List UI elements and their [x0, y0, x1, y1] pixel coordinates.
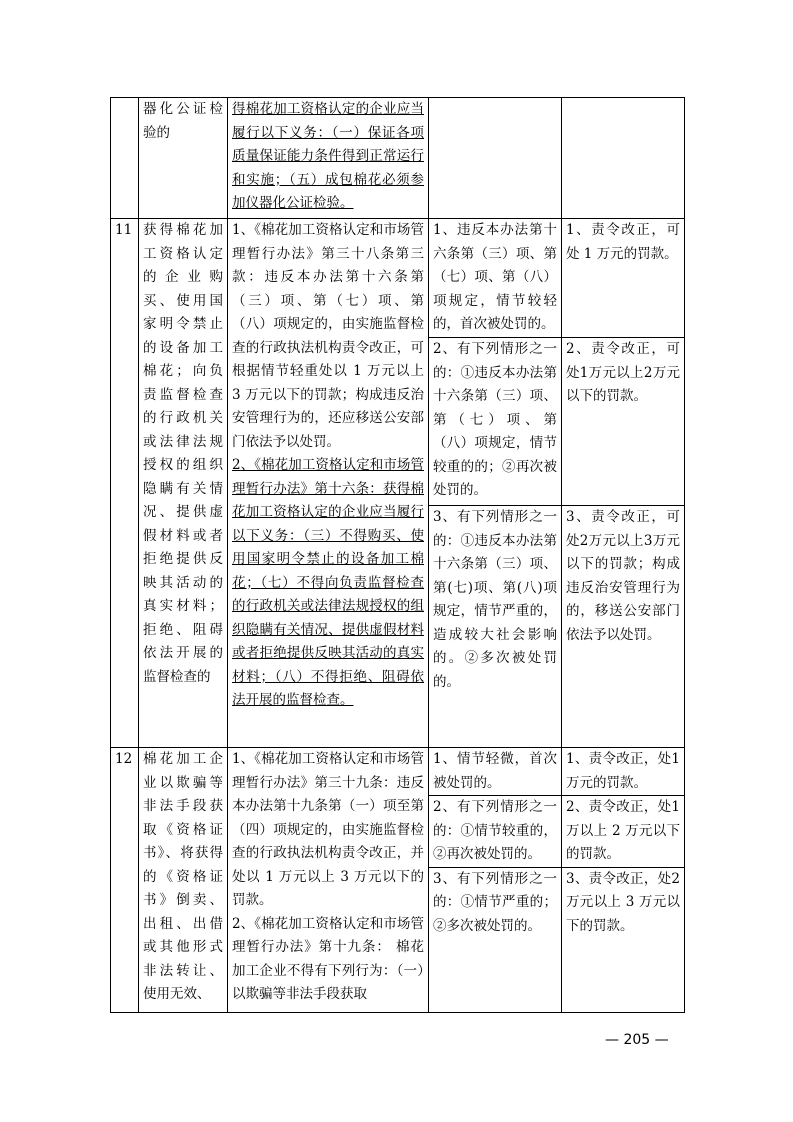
legal-basis-paragraph: 1、《棉花加工资格认定和市场管理暂行办法》第三十八条第三款：违反本办法第十六条第（三）项、第（七）项、第（八）项规定的，由实施监督检查的行政执法机构责令改正，可根据情节轻重处以 1 万元以上 3 万元以下的罚款；构成违反治安管理行为的，还应移送公安部门依法予以处罚。 [232, 222, 424, 450]
legal-basis-paragraph: 得棉花加工资格认定的企业应当履行以下义务：（一）保证各项质量保证能力条件得到正常运行和实施；（五）成包棉花必须参加仪器化公证检验。 [232, 101, 424, 211]
circumstance-cell: 2、有下列情形之一的：①违反本办法第十六条第（三）项、第（七）项、第（八）项规定，情节较重的的；②再次被处罚的。 [429, 338, 562, 506]
table-row [111, 219, 685, 338]
penalty-cell: 1、责令改正，处1万元的罚款。 [562, 748, 685, 796]
table-row [111, 98, 685, 219]
row-number-cell [111, 98, 139, 219]
row-number-cell: 12 [111, 748, 139, 1013]
penalty-cell: 2、责令改正，可处1万元以上2万元以下的罚款。 [562, 338, 685, 506]
violation-behavior-cell: 获得棉花加工资格认定的企业购买、使用国家明令禁止的设备加工棉花；向负责监督检查的行政机关或法律法规授权的组织隐瞒有关情况、提供虚假材料或者拒绝提供反映其活动的真实材料；拒绝、阻碍依法开展的监督检查的 [139, 219, 228, 748]
penalty-cell [562, 98, 685, 219]
violation-behavior-cell: 棉花加工企业以欺骗等非法手段获取《资格证书》、将获得的《资格证书》倒卖、出租、出借或其他形式非法转让、使用无效、 [139, 748, 228, 1013]
table-row [111, 748, 685, 796]
circumstance-cell: 1、情节轻微，首次被处罚的。 [429, 748, 562, 796]
legal-basis-paragraph: 2、《棉花加工资格认定和市场管理暂行办法》第十九条： 棉花加工企业不得有下列行为：（一）以欺骗等非法手段获取 [232, 915, 424, 1002]
circumstance-cell: 3、有下列情形之一的：①情节严重的；②多次被处罚的。 [429, 867, 562, 1012]
legal-basis-cell [228, 748, 429, 1013]
legal-basis-paragraph: 2、《棉花加工资格认定和市场管理暂行办法》第十六条：获得棉花加工资格认定的企业应当履行以下义务：（三）不得购买、使用国家明令禁止的设备加工棉花；（七）不得向负责监督检查的行政机关或法律法规授权的组织隐瞒有关情况、提供虚假材料或者拒绝提供反映其活动的真实材料；（八）不得拒绝、阻碍依法开展的监督检查。 [232, 457, 424, 708]
penalty-cell: 3、责令改正，处2万元以上 3 万元以下的罚款。 [562, 867, 685, 1012]
circumstance-cell: 1、违反本办法第十六条第（三）项、第（七）项、第（八）项规定，情节较轻的，首次被处罚的。 [429, 219, 562, 338]
legal-basis-cell [228, 98, 429, 219]
legal-basis-paragraph: 1、《棉花加工资格认定和市场管理暂行办法》第三十九条：违反本办法第十九条第（一）项至第（四）项规定的，由实施监督检查的行政执法机构责令改正，并处以 1 万元以上 3 万元以下的罚款。 [232, 751, 424, 908]
circumstance-cell: 3、有下列情形之一的：①违反本办法第十六条第（三）项、第(七)项、第(八)项规定，情节严重的，造成较大社会影响的。②多次被处罚的。 [429, 506, 562, 748]
penalty-cell: 3、责令改正，可处2万元以上3万元以下的罚款；构成违反治安管理行为的，移送公安部门依法予以处罚。 [562, 506, 685, 748]
penalty-standards-table [110, 97, 685, 1013]
circumstance-cell: 2、有下列情形之一的：①情节较重的，②再次被处罚的。 [429, 796, 562, 868]
page-number: — 205 — [605, 1032, 669, 1048]
legal-basis-cell [228, 219, 429, 748]
penalty-cell: 2、责令改正，处1万以上 2 万元以下的罚款。 [562, 796, 685, 868]
circumstance-cell [429, 98, 562, 219]
violation-behavior-cell: 器化公证检验的 [139, 98, 228, 219]
row-number-cell: 11 [111, 219, 139, 748]
penalty-cell: 1、责令改正，可处 1 万元的罚款。 [562, 219, 685, 338]
